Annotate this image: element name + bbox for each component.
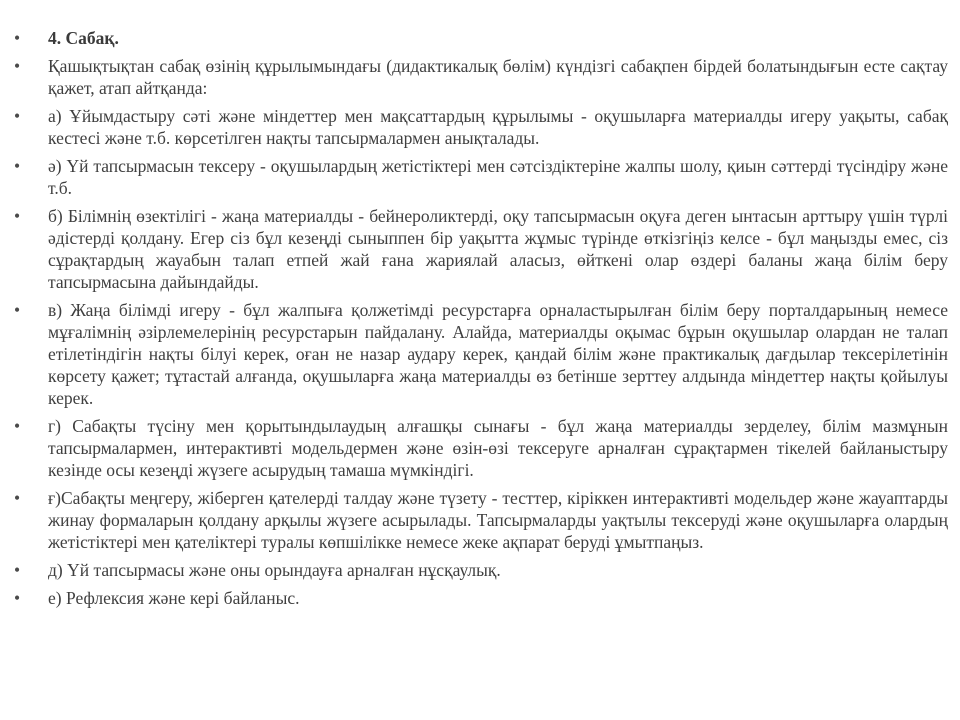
bullet-dot-icon: • xyxy=(14,106,21,126)
bullet-text: б) Білімнің өзектілігі - жаңа материалды - бейнероликтерді, оқу тапсырмасын оқуға деген ынтасын арттыру үшін түрлі әдістерді қолдану. Егер сіз бұл кезеңді сыныппен бір уақытта жұмыс түрінде өткізгіңіз келсе - бұл маңызды емес, сіз сұрақтардың жауабын талап етпей жай ғана жариялай аласыз, өйткені олар өздері баланы жаңа білім беру тапсырмасына дайындайды. xyxy=(48,206,948,292)
bullet-text: д) Үй тапсырмасы және оны орындауға арналған нұсқаулық. xyxy=(48,560,501,580)
bullet-text: ғ)Сабақты меңгеру, жіберген қателерді талдау және түзету - тесттер, кіріккен интерактивті модельдер және жауаптарды жинау формаларын қолдану арқылы жүзеге асырылады. Тапсырмаларды уақтылы тексеруді және оқушыларға олардың жетістіктері мен қателіктері туралы көпшілікке немесе жеке ақпарат беруді ұмытпаңыз. xyxy=(48,488,948,552)
list-item xyxy=(14,487,948,553)
bullet-dot-icon: • xyxy=(14,206,21,226)
bullet-dot-icon: • xyxy=(14,300,21,320)
bullet-dot-icon: • xyxy=(14,156,21,176)
bullet-dot-icon: • xyxy=(14,28,21,48)
bullet-text: а) Ұйымдастыру сәті және міндеттер мен мақсаттардың құрылымы - оқушыларға материалды игеру уақыты, сабақ кестесі және т.б. көрсетілген нақты тапсырмалармен анықталады. xyxy=(48,106,948,148)
list-item xyxy=(14,415,948,481)
bullet-text: Қашықтықтан сабақ өзінің құрылымындағы (дидактикалық бөлім) күндізгі сабақпен бірдей болатындығын есте сақтау қажет, атап айтқанда: xyxy=(48,56,948,98)
list-item xyxy=(14,55,948,99)
list-item xyxy=(14,205,948,293)
bullet-dot-icon: • xyxy=(14,588,21,608)
list-item xyxy=(14,587,948,609)
bullet-text: ә) Үй тапсырмасын тексеру - оқушылардың жетістіктері мен сәтсіздіктеріне жалпы шолу, қиын сәттерді түсіндіру және т.б. xyxy=(48,156,948,198)
list-item xyxy=(14,299,948,409)
bullet-text: е) Рефлексия және кері байланыс. xyxy=(48,588,300,608)
bullet-text: г) Сабақты түсіну мен қорытындылаудың алғашқы сынағы - бұл жаңа материалды зерделеу, білім мазмұнын тапсырмалармен, интерактивті модельдермен және өзін-өзі тексеруге арналған сұрақтармен тікелей байланыстыру кезінде осы кезеңді жүзеге асырудың тамаша мүмкіндігі. xyxy=(48,416,948,480)
bullet-dot-icon: • xyxy=(14,560,21,580)
list-item xyxy=(14,559,948,581)
lesson-heading: 4. Сабақ. xyxy=(48,28,119,48)
bullet-text: в) Жаңа білімді игеру - бұл жалпыға қолжетімді ресурстарға орналастырылған білім беру порталдарының немесе мұғалімнің әзірлемелерінің ресурстарын пайдалану. Алайда, материалды оқымас бұрын оқушылар олардан не талап етілетіндігін нақты білуі керек, оған не назар аудару керек, қандай білім және практикалық дағдылар тексерілетінін көрсету қажет; тұтастай алғанда, оқушыларға жаңа материалды өз бетінше зерттеу алдында міндеттер нақты қойылуы керек. xyxy=(48,300,948,408)
list-item xyxy=(14,155,948,199)
bullet-dot-icon: • xyxy=(14,416,21,436)
lesson-heading-item xyxy=(14,27,948,49)
list-item xyxy=(14,105,948,149)
bullet-dot-icon: • xyxy=(14,488,21,508)
bullet-list xyxy=(14,27,948,609)
bullet-dot-icon: • xyxy=(14,56,21,76)
